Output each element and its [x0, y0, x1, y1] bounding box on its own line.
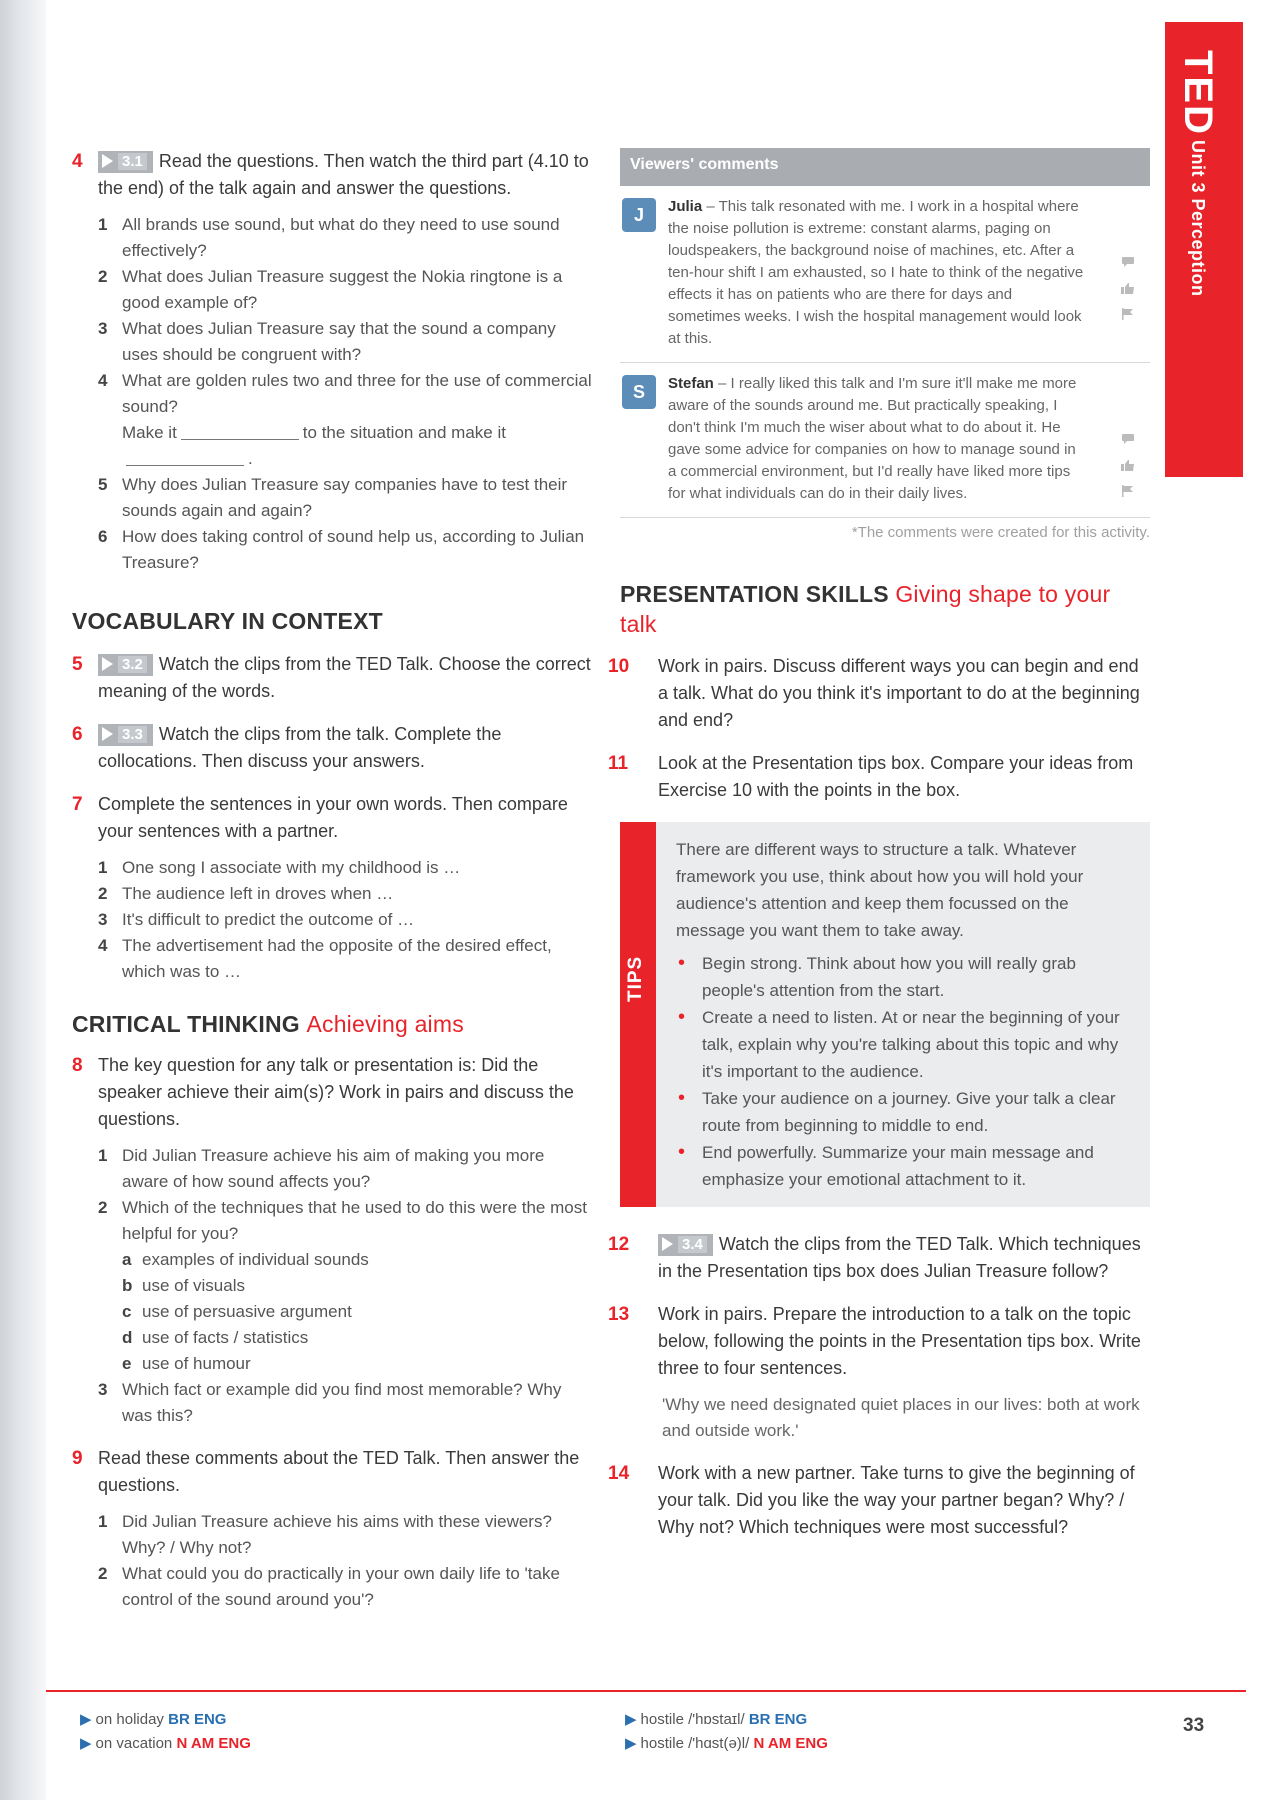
tip-item: • Begin strong. Think about how you will really grab people's attention from the start.: [676, 950, 1140, 1004]
left-column: [72, 148, 592, 1613]
viewers-comments-header: Viewers' comments: [620, 148, 1150, 186]
fill-in-blank[interactable]: [181, 423, 299, 440]
play-icon: [102, 727, 113, 741]
flag-icon[interactable]: [1120, 485, 1136, 497]
presentation-skills-heading: PRESENTATION SKILLS Giving shape to your talk: [620, 581, 1111, 637]
question-9-list: [72, 1509, 592, 1613]
comment-actions: [1114, 423, 1140, 511]
comment-actions: [1114, 246, 1140, 334]
list-item: 1 One song I associate with my childhood is …: [98, 858, 461, 877]
question-4: 4 3.1 Read the questions. Then watch the third part (4.10 to the end) of the talk again and answer the questions. 1 All brands use sound, but what do they need to use sound effectively? 2 What does Julian Treasure suggest the Nokia ringtone is a good example of? 3 What does Julian Treasure say that the sound a company uses should be congruent with? 4 What are golden rules two and three for the use of commercial sound? Make it to the situation and make it . 5 Why does Julian Treasure say companies have to test their sounds again and again? 6 How does taking control of sound help us, according to Julian Treasure?: [72, 148, 592, 576]
tips-intro: There are different ways to structure a talk. Whatever framework you use, think about how you will hold your audience's attention and keep them focussed on the message you want them to take away.: [676, 840, 1084, 940]
list-item: 3 What does Julian Treasure say that the sound a company uses should be congruent with?: [98, 319, 556, 364]
question-8-list: [72, 1143, 592, 1429]
list-item: 6 How does taking control of sound help us, according to Julian Treasure?: [98, 527, 585, 572]
like-icon[interactable]: [1120, 459, 1136, 471]
unit-title: Unit 3 Perception: [1188, 140, 1208, 297]
question-number: 4: [72, 151, 83, 172]
question-4-list: [72, 212, 592, 576]
question-7: 7 Complete the sentences in your own words. Then compare your sentences with a partner. 1 One song I associate with my childhood is … 2 The audience left in droves when … 3 It's difficult to predict the outcome of … 4 The advertisement had the opposite of the desired effect, which was to …: [72, 791, 592, 985]
ted-logo: TED: [1176, 50, 1220, 136]
tip-item: • End powerfully. Summarize your main message and emphasize your emotional attachment to it.: [676, 1139, 1140, 1193]
right-column: [608, 148, 1150, 1541]
list-item: 4 What are golden rules two and three for the use of commercial sound? Make it to the situation and make it .: [98, 371, 592, 468]
topic-quote: 'Why we need designated quiet places in our lives: both at work and outside work.': [662, 1395, 1140, 1440]
technique-options: [122, 1247, 592, 1377]
list-item: 5 Why does Julian Treasure say companies have to test their sounds again and again?: [98, 475, 568, 520]
avatar: J: [622, 198, 656, 232]
footer-glossary-right: ▶ hostile /'hɒstaɪl/ BR ENG ▶ hostile /'hɑst(ə)l/ N AM ENG: [625, 1711, 828, 1752]
tip-item: • Take your audience on a journey. Give your talk a clear route from beginning to middle to end.: [676, 1085, 1140, 1139]
question-11: 11 Look at the Presentation tips box. Compare your ideas from Exercise 10 with the points in the box.: [608, 753, 1134, 800]
critical-thinking-heading: CRITICAL THINKING Achieving aims: [72, 1011, 464, 1037]
question-7-list: [72, 855, 592, 985]
reply-icon[interactable]: [1120, 256, 1136, 268]
question-13: 13 Work in pairs. Prepare the introduction to a talk on the topic below, following the points in the Presentation tips box. Write three to four sentences. 'Why we need designated quiet places in our lives: both at work and outside work.': [620, 1301, 1150, 1444]
arrow-icon: ▶: [80, 1735, 92, 1752]
list-item: 2 What does Julian Treasure suggest the Nokia ringtone is a good example of?: [98, 267, 563, 312]
arrow-icon: ▶: [625, 1711, 637, 1728]
list-item: 2 The audience left in droves when …: [98, 884, 394, 903]
list-item: 3 Which fact or example did you find most memorable? Why was this?: [98, 1380, 562, 1425]
option-item: e use of humour: [122, 1354, 251, 1373]
question-8: 8 The key question for any talk or presentation is: Did the speaker achieve their aim(s)? Work in pairs and discuss the questions. 1 Did Julian Treasure achieve his aim of making you more aware of how sound affects you? 2 Which of the techniques that he used to do this were the most helpful for you? a examples of individual sounds b use of visuals c use of persuasive argument d use of facts / statistics e use of humour 3 Which fact or example did you find most memorable? Why was this?: [72, 1052, 592, 1429]
flag-icon[interactable]: [1120, 308, 1136, 320]
viewers-comments-box: [620, 148, 1150, 541]
tip-item: • Create a need to listen. At or near the beginning of your talk, explain why you're talking about this topic and why it's important to the audience.: [676, 1004, 1140, 1085]
arrow-icon: ▶: [625, 1735, 637, 1752]
list-item: 4 The advertisement had the opposite of the desired effect, which was to …: [98, 936, 552, 981]
reply-icon[interactable]: [1120, 433, 1136, 445]
footer-divider: [46, 1690, 1246, 1692]
comment-stefan: S Stefan – I really liked this talk and I'm sure it'll make me more aware of the sounds around me. But practically speaking, I don't think I'm much the wiser about what to do about it. He gave some advice for companies on how to manage sound in a commercial environment, but I'd really have liked more tips for what individuals can do in their daily lives.: [620, 363, 1150, 518]
video-clip-badge[interactable]: 3.4: [658, 1234, 713, 1256]
list-item: 1 Did Julian Treasure achieve his aims with these viewers? Why? / Why not?: [98, 1512, 552, 1557]
question-10: 10 Work in pairs. Discuss different ways you can begin and end a talk. What do you think it's important to do at the beginning and end?: [608, 656, 1140, 730]
question-12: 12 3.4 Watch the clips from the TED Talk. Which techniques in the Presentation tips box does Julian Treasure follow?: [608, 1234, 1141, 1281]
question-9: 9 Read these comments about the TED Talk. Then answer the questions. 1 Did Julian Treasure achieve his aims with these viewers? Why? / Why not? 2 What could you do practically in your own daily life to 'take control of the sound around you'?: [72, 1445, 592, 1613]
fill-in-blank[interactable]: [126, 449, 244, 466]
option-item: c use of persuasive argument: [122, 1302, 352, 1321]
option-item: a examples of individual sounds: [122, 1250, 369, 1269]
list-item: 2 Which of the techniques that he used to do this were the most helpful for you? a examples of individual sounds b use of visuals c use of persuasive argument d use of facts / statistics e use of humour: [98, 1195, 592, 1377]
avatar: S: [622, 375, 656, 409]
play-icon: [102, 154, 113, 168]
page-number: 33: [1183, 1715, 1205, 1736]
question-5: 5 3.2 Watch the clips from the TED Talk. Choose the correct meaning of the words.: [72, 654, 591, 701]
option-item: d use of facts / statistics: [122, 1328, 309, 1347]
presentation-tips-box: [620, 822, 1150, 1207]
tips-list: [676, 950, 1140, 1193]
like-icon[interactable]: [1120, 282, 1136, 294]
question-14: 14 Work with a new partner. Take turns to give the beginning of your talk. Did you like the way your partner began? Why? / Why not? Which techniques were most successful?: [608, 1463, 1135, 1537]
play-icon: [102, 657, 113, 671]
option-item: b use of visuals: [122, 1276, 245, 1295]
comments-note: *The comments were created for this activity.: [851, 524, 1150, 541]
video-clip-badge[interactable]: 3.2: [98, 654, 153, 676]
list-item: 1 All brands use sound, but what do they need to use sound effectively?: [98, 215, 560, 260]
play-icon: [662, 1237, 673, 1251]
vocabulary-heading: VOCABULARY IN CONTEXT: [72, 608, 383, 634]
list-item: 1 Did Julian Treasure achieve his aim of making you more aware of how sound affects you?: [98, 1146, 545, 1191]
video-clip-badge[interactable]: 3.1: [98, 151, 153, 173]
comment-julia: J Julia – This talk resonated with me. I work in a hospital where the noise pollution is extreme: constant alarms, paging on loudspeakers, the background noise of machines, etc. After a ten-hour shift I am exhausted, so I hate to think of the negative effects it has on patients who are there for days and sometimes weeks. I wish the hospital management would look at this.: [620, 186, 1150, 363]
video-clip-badge[interactable]: 3.3: [98, 724, 153, 746]
footer-glossary-left: ▶ on holiday BR ENG ▶ on vacation N AM ENG: [80, 1711, 251, 1752]
question-6: 6 3.3 Watch the clips from the talk. Complete the collocations. Then discuss your answers.: [72, 724, 502, 771]
list-item: 3 It's difficult to predict the outcome of …: [98, 910, 415, 929]
tips-label-bar: TIPS: [620, 822, 656, 1207]
list-item: 2 What could you do practically in your own daily life to 'take control of the sound around you'?: [98, 1564, 560, 1609]
page-binding-shadow: [0, 0, 46, 1800]
arrow-icon: ▶: [80, 1711, 92, 1728]
